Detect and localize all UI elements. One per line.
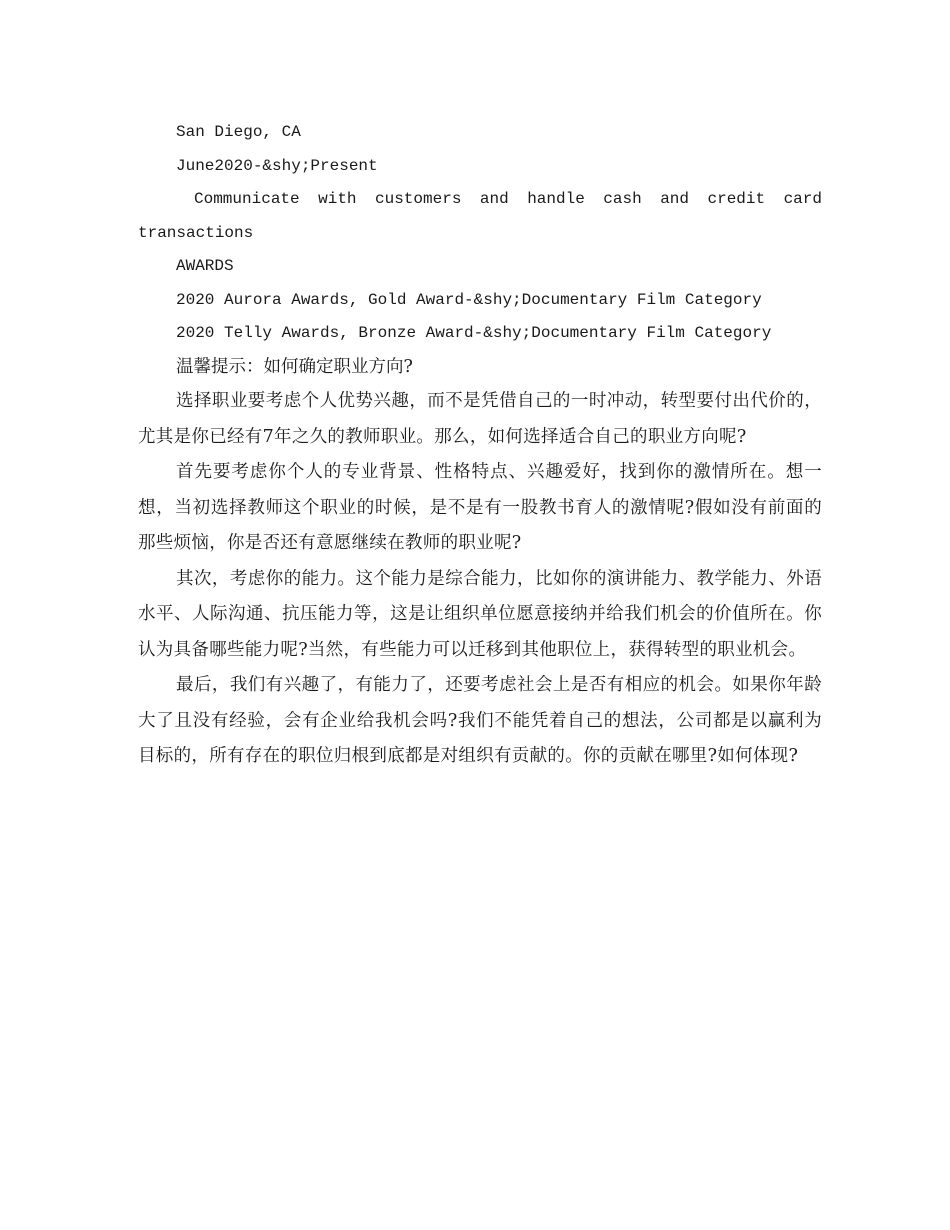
awards-heading: AWARDS <box>176 257 234 275</box>
job-location: San Diego, CA <box>176 123 301 141</box>
tip-paragraph: 最后，我们有兴趣了，有能力了，还要考虑社会上是否有相应的机会。如果你年龄大了且没有经验，会有企业给我机会吗?我们不能凭着自己的想法，公司都是以赢利为目标的，所有存在的职位归根到底都是对组织有贡献的。你的贡献在哪里?如何体现? <box>138 675 822 766</box>
duty-word: cash <box>603 190 642 208</box>
duty-word: handle <box>527 190 585 208</box>
award-item: 2020 Aurora Awards, Gold Award-&shy;Documentary Film Category <box>176 290 762 309</box>
document-body <box>138 116 822 775</box>
duty-word: and <box>479 190 509 208</box>
job-duty-tail: transactions <box>138 223 254 242</box>
duty-word: Communicate <box>194 190 300 208</box>
tip-title: 温馨提示：如何确定职业方向? <box>176 356 413 377</box>
tip-paragraph: 首先要考虑你个人的专业背景、性格特点、兴趣爱好，找到你的激情所在。想一想，当初选择教师这个职业的时候，是不是有一股教书育人的激情呢?假如没有前面的那些烦恼，你是否还有意愿继续在教师的职业呢? <box>138 462 822 553</box>
duty-word: with <box>318 190 357 208</box>
duty-word: card <box>783 190 822 208</box>
tip-paragraph: 选择职业要考虑个人优势兴趣，而不是凭借自己的一时冲动，转型要付出代价的，尤其是你已经有7年之久的教师职业。那么，如何选择适合自己的职业方向呢? <box>138 391 822 447</box>
duty-word: credit <box>707 190 766 208</box>
tip-paragraph: 其次，考虑你的能力。这个能力是综合能力，比如你的演讲能力、教学能力、外语水平、人际沟通、抗压能力等，这是让组织单位愿意接纳并给我们机会的价值所在。你认为具备哪些能力呢?当然，有些能力可以迁移到其他职位上，获得转型的职业机会。 <box>138 568 822 660</box>
job-dates: June2020-&shy;Present <box>176 156 378 175</box>
duty-word: and <box>660 190 689 208</box>
duty-word: customers <box>375 190 462 208</box>
award-item: 2020 Telly Awards, Bronze Award-&shy;Documentary Film Category <box>176 324 772 342</box>
job-duty-line <box>138 183 822 217</box>
